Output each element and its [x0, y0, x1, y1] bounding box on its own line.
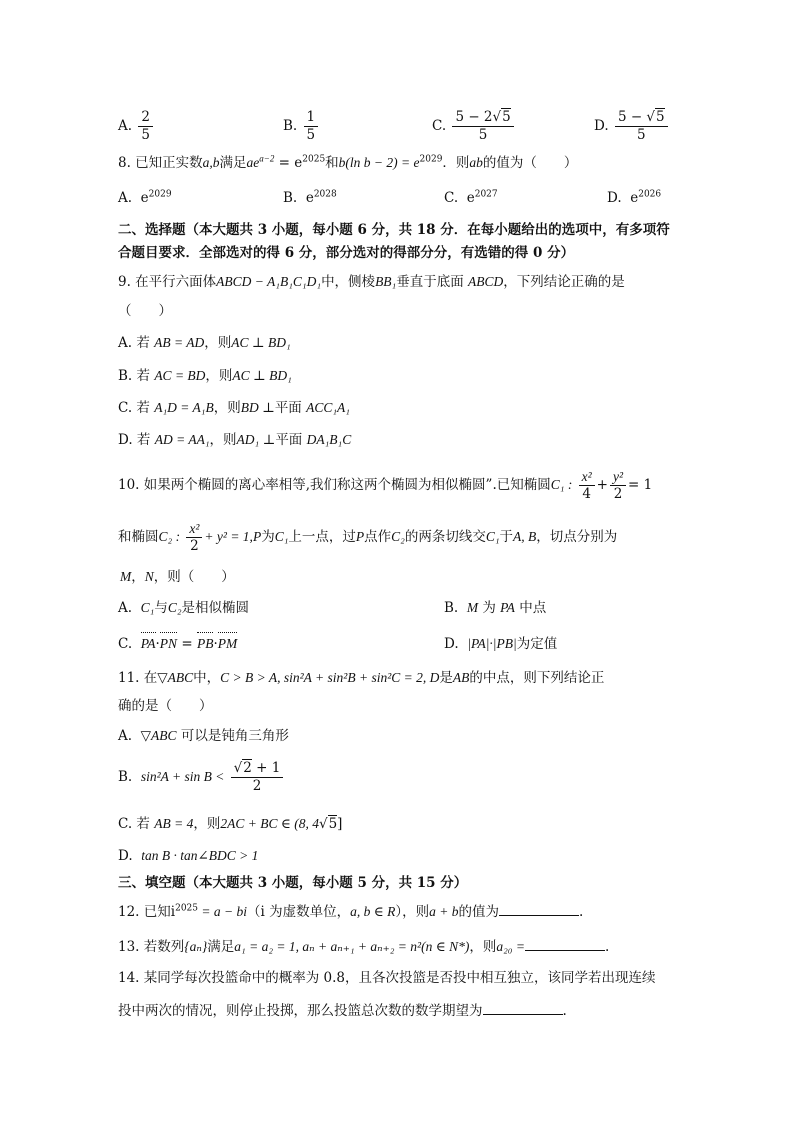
section-2-heading-cont: 合题目要求．全部选对的得 6 分，部分选对的得部分分，有选错的得 0 分）	[118, 245, 575, 261]
fraction: $\frac{\text{x²}}{4}$	[579, 468, 595, 503]
fraction: $\frac{5 - 2√5}{5}$	[452, 109, 513, 144]
q10-stem-cont: 和椭圆C₂ : $\frac{\text{x²}}{2}$ + y² = 1,P为C₁上一点，过P点作C₂的两条切线交C₁于A, B，切点分别为	[118, 521, 618, 554]
q7-option-d[interactable]: D. $\frac{5 - √5}{5}$	[594, 109, 670, 144]
q10-option-c[interactable]: C. PA·PN = PB·PM	[118, 636, 238, 652]
q11-stem-cont: 确的是（ ）	[118, 698, 213, 714]
q9-option-a[interactable]: A. 若 AB = AD，则AC ⊥ BD₁	[118, 335, 291, 351]
q9-option-d[interactable]: D. 若 AD = AA₁，则AD₁ ⊥平面 DA₁B₁C	[118, 432, 352, 448]
q8-option-d[interactable]: D. $e^{2026}$	[607, 189, 662, 206]
q11-option-d[interactable]: D. tan B · tan∠BDC > 1	[118, 848, 259, 864]
q11-option-c[interactable]: C. 若 AB = 4，则2AC + BC ∈ (8, 4√5]	[118, 816, 343, 832]
q10-option-a[interactable]: A. C₁与C₂是相似椭圆	[118, 600, 250, 616]
q7-option-b[interactable]: B. $\frac{1}{5}$	[283, 109, 320, 144]
answer-blank[interactable]	[499, 901, 579, 916]
q8-option-c[interactable]: C. $e^{2027}$	[444, 189, 498, 206]
q7-option-a[interactable]: A. $\frac{2}{5}$	[118, 109, 155, 144]
q10-stem-cont2: M，N，则（ ）	[120, 569, 235, 585]
q9-option-c[interactable]: C. 若 A₁D = A₁B，则BD ⊥平面 ACC₁A₁	[118, 400, 350, 416]
section-2-heading: 二、选择题（本大题共 3 小题，每小题 6 分，共 18 分．在每小题给出的选项中，有多项符	[118, 222, 670, 238]
fraction: $\frac{1}{5}$	[304, 109, 319, 144]
q9-stem-cont: （ ）	[118, 303, 172, 319]
fraction: $\frac{2}{5}$	[138, 109, 153, 144]
fraction: $\frac{\text{y²}}{2}$	[610, 468, 626, 503]
q9-stem: 9. 在平行六面体ABCD − A₁B₁C₁D₁中，侧棱BB₁垂直于底面 ABCD，下列结论正确的是	[118, 274, 625, 290]
q9-option-b[interactable]: B. 若 AC = BD，则AC ⊥ BD₁	[118, 368, 292, 384]
q8-option-b[interactable]: B. $e^{2028}$	[283, 189, 337, 206]
q10-option-d[interactable]: D. |PA|·|PB|为定值	[444, 636, 558, 652]
q7-option-c[interactable]: C. $\frac{5 - 2√5}{5}$	[432, 109, 516, 144]
q8-stem: 8. 已知正实数a,b满足$ae^{a-2} = e^{2025}$和b(ln $b - 2) = e^{2029}$．则ab的值为（ ）	[118, 153, 578, 171]
q10-option-b[interactable]: B. M 为 PA 中点	[444, 600, 547, 616]
q14-stem-cont: 投中两次的情况，则停止投掷，那么投篮总次数的数学期望为 .	[118, 1000, 567, 1021]
q13-stem: 13. 若数列{aₙ}满足a₁ = a₂ = 1, aₙ + aₙ₊₁ + aₙ₊₂ = n²(n ∈ N*)，则a₂₀ = .	[118, 936, 609, 957]
q8-option-a[interactable]: A. $e^{2029}$	[118, 189, 172, 206]
q11-stem: 11. 在▽ABC中，C > B > A, sin²A + sin²B + sin²C = 2, D是AB的中点，则下列结论正	[118, 670, 605, 686]
q10-stem: 10. 如果两个椭圆的离心率相等,我们称这两个椭圆为相似椭圆”.已知椭圆C₁ : $\frac{\text{x²}}{4}$ + $\frac{\text{y²}}{2}$ = 1	[118, 469, 653, 502]
fraction: $\frac{√2 + 1}{2}$	[231, 760, 284, 795]
answer-blank[interactable]	[483, 1000, 563, 1015]
fraction: $\frac{5 - √5}{5}$	[615, 109, 668, 144]
fraction: $\frac{\text{x²}}{2}$	[186, 520, 202, 555]
q11-option-a[interactable]: A. ▽ABC 可以是钝角三角形	[118, 728, 289, 744]
q12-stem: 12. 已知$i^{2025} = a - bi(i$ 为虚数单位，a, b ∈ R），则a + b的值为 .	[118, 901, 583, 922]
q14-stem: 14. 某同学每次投篮命中的概率为 0.8，且各次投篮是否投中相互独立，该同学若出现连续	[118, 970, 656, 986]
q11-option-b[interactable]: B. sin²A + sin B < $\frac{√2 + 1}{2}$	[118, 760, 285, 795]
section-3-heading: 三、填空题（本大题共 3 小题，每小题 5 分，共 15 分）	[118, 875, 468, 891]
answer-blank[interactable]	[525, 936, 605, 951]
